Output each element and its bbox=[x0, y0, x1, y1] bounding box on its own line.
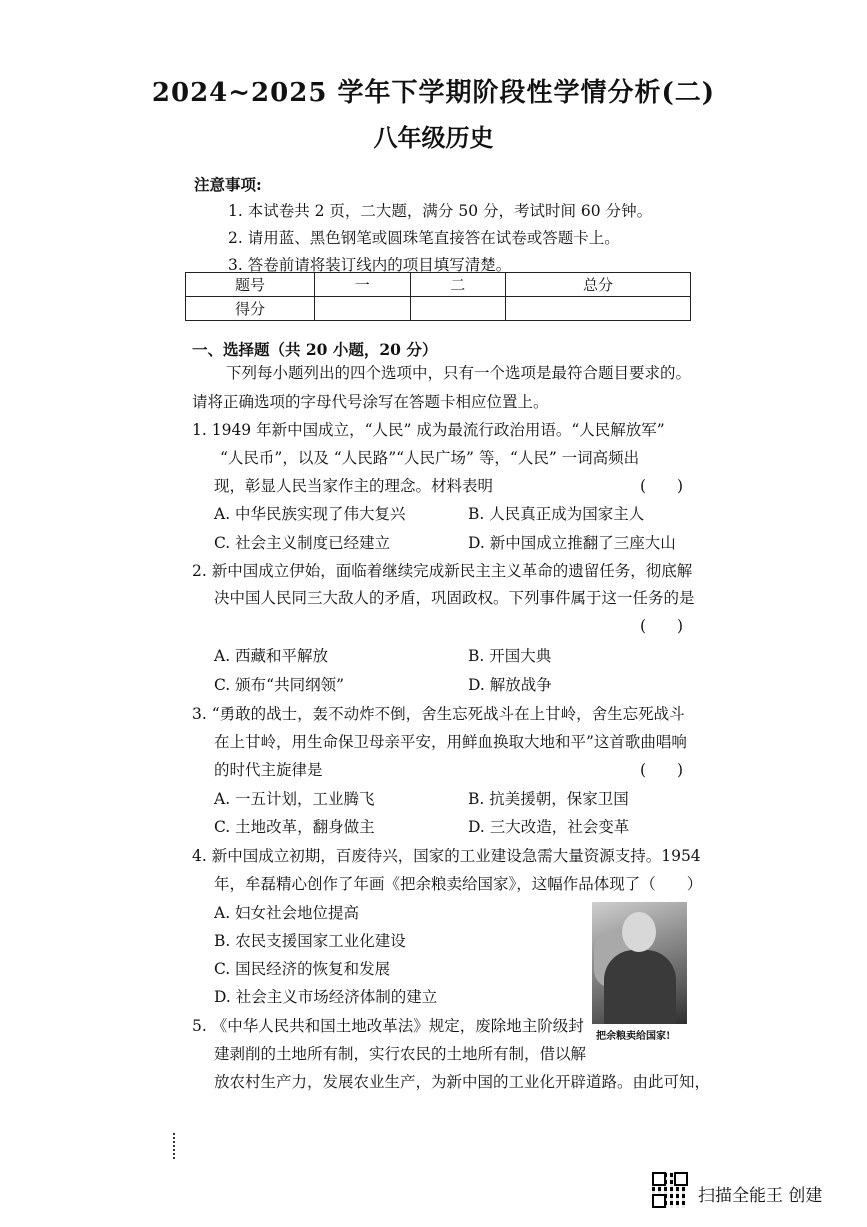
option-c[interactable]: C. 土地改革，翻身做主 bbox=[214, 818, 375, 836]
notice-item: 1. 本试卷共 2 页，二大题，满分 50 分，考试时间 60 分钟。 bbox=[228, 202, 653, 220]
answer-blank: ( ) bbox=[640, 617, 684, 635]
option-d[interactable]: D. 社会主义市场经济体制的建立 bbox=[214, 988, 438, 1006]
score-header-cell: 二 bbox=[410, 273, 506, 297]
question-3-line: 在上甘岭，用生命保卫母亲平安，用鲜血换取大地和平”这首歌曲唱响 bbox=[214, 733, 687, 751]
section-heading: 一、选择题（共 20 小题，20 分） bbox=[192, 340, 438, 359]
question-3-line: 的时代主旋律是 bbox=[214, 761, 323, 779]
question-5-line: 5. 《中华人民共和国土地改革法》规定，废除地主阶级封 bbox=[192, 1017, 584, 1035]
option-c[interactable]: C. 国民经济的恢复和发展 bbox=[214, 960, 391, 978]
option-d[interactable]: D. 三大改造，社会变革 bbox=[468, 818, 630, 836]
question-2-line: 决中国人民同三大敌人的矛盾，巩固政权。下列事件属于这一任务的是 bbox=[214, 589, 695, 607]
option-c[interactable]: C. 社会主义制度已经建立 bbox=[214, 534, 391, 552]
question-1-line: “人民币”，以及 “人民路”“人民广场” 等，“人民” 一词高频出 bbox=[220, 449, 640, 467]
new-year-painting-image bbox=[592, 902, 687, 1024]
question-5-line: 建剥削的土地所有制，实行农民的土地所有制，借以解 bbox=[214, 1045, 587, 1063]
option-b[interactable]: B. 农民支援国家工业化建设 bbox=[214, 932, 406, 950]
option-a[interactable]: A. 西藏和平解放 bbox=[214, 647, 329, 665]
option-a[interactable]: A. 一五计划，工业腾飞 bbox=[214, 790, 375, 808]
option-d[interactable]: D. 新中国成立推翻了三座大山 bbox=[468, 534, 676, 552]
scanner-watermark: 扫描全能王 创建 bbox=[698, 1186, 823, 1206]
figure-body-shape bbox=[604, 950, 676, 1024]
score-cell[interactable] bbox=[315, 297, 411, 321]
score-cell[interactable] bbox=[506, 297, 691, 321]
question-1-line: 现，彰显人民当家作主的理念。材料表明 bbox=[214, 477, 494, 495]
option-a[interactable]: A. 妇女社会地位提高 bbox=[214, 904, 360, 922]
notice-heading: 注意事项: bbox=[194, 175, 262, 194]
option-d[interactable]: D. 解放战争 bbox=[468, 676, 552, 694]
question-5-line: 放农村生产力，发展农业生产，为新中国的工业化开辟道路。由此可知， bbox=[214, 1073, 711, 1091]
image-caption: 把余粮卖给国家! bbox=[596, 1031, 671, 1042]
exam-subtitle: 八年级历史 bbox=[373, 123, 494, 152]
score-table bbox=[185, 272, 691, 321]
exam-title: 2024~2025 学年下学期阶段性学情分析(二) bbox=[151, 78, 716, 108]
notice-item: 3. 答卷前请将装订线内的项目填写清楚。 bbox=[228, 256, 512, 274]
answer-blank: ( ) bbox=[640, 477, 684, 495]
section-instruction: 下列每小题列出的四个选项中，只有一个选项是最符合题目要求的。 bbox=[226, 364, 692, 382]
question-1-line: 1. 1949 年新中国成立，“人民” 成为最流行政治用语。“人民解放军” bbox=[192, 421, 665, 439]
option-b[interactable]: B. 抗美援朝，保家卫国 bbox=[468, 790, 629, 808]
notice-item: 2. 请用蓝、黑色钢笔或圆珠笔直接答在试卷或答题卡上。 bbox=[228, 229, 620, 247]
qr-code-icon bbox=[652, 1172, 688, 1208]
answer-blank: ( ) bbox=[640, 761, 684, 779]
score-row-label: 得分 bbox=[186, 297, 315, 321]
option-a[interactable]: A. 中华民族实现了伟大复兴 bbox=[214, 505, 406, 523]
score-table-row bbox=[186, 297, 691, 321]
option-c[interactable]: C. 颁布“共同纲领” bbox=[214, 676, 345, 694]
score-header-cell: 总分 bbox=[506, 273, 691, 297]
score-cell[interactable] bbox=[410, 297, 506, 321]
question-3-line: 3. “勇敢的战士，轰不动炸不倒，舍生忘死战斗在上甘岭，舍生忘死战斗 bbox=[192, 705, 685, 723]
option-b[interactable]: B. 开国大典 bbox=[468, 647, 552, 665]
score-table-header-row bbox=[186, 273, 691, 297]
question-4-line: 4. 新中国成立初期，百废待兴，国家的工业建设急需大量资源支持。1954 bbox=[192, 847, 701, 865]
section-instruction: 请将正确选项的字母代号涂写在答题卡相应位置上。 bbox=[192, 393, 549, 411]
binding-line-dots bbox=[173, 1133, 177, 1159]
figure-face-shape bbox=[622, 912, 656, 952]
score-header-cell: 题号 bbox=[186, 273, 315, 297]
option-b[interactable]: B. 人民真正成为国家主人 bbox=[468, 505, 645, 523]
question-4-line: 年，牟磊精心创作了年画《把余粮卖给国家》，这幅作品体现了（ ） bbox=[214, 875, 703, 893]
question-2-line: 2. 新中国成立伊始，面临着继续完成新民主主义革命的遗留任务，彻底解 bbox=[192, 562, 693, 580]
score-header-cell: 一 bbox=[315, 273, 411, 297]
